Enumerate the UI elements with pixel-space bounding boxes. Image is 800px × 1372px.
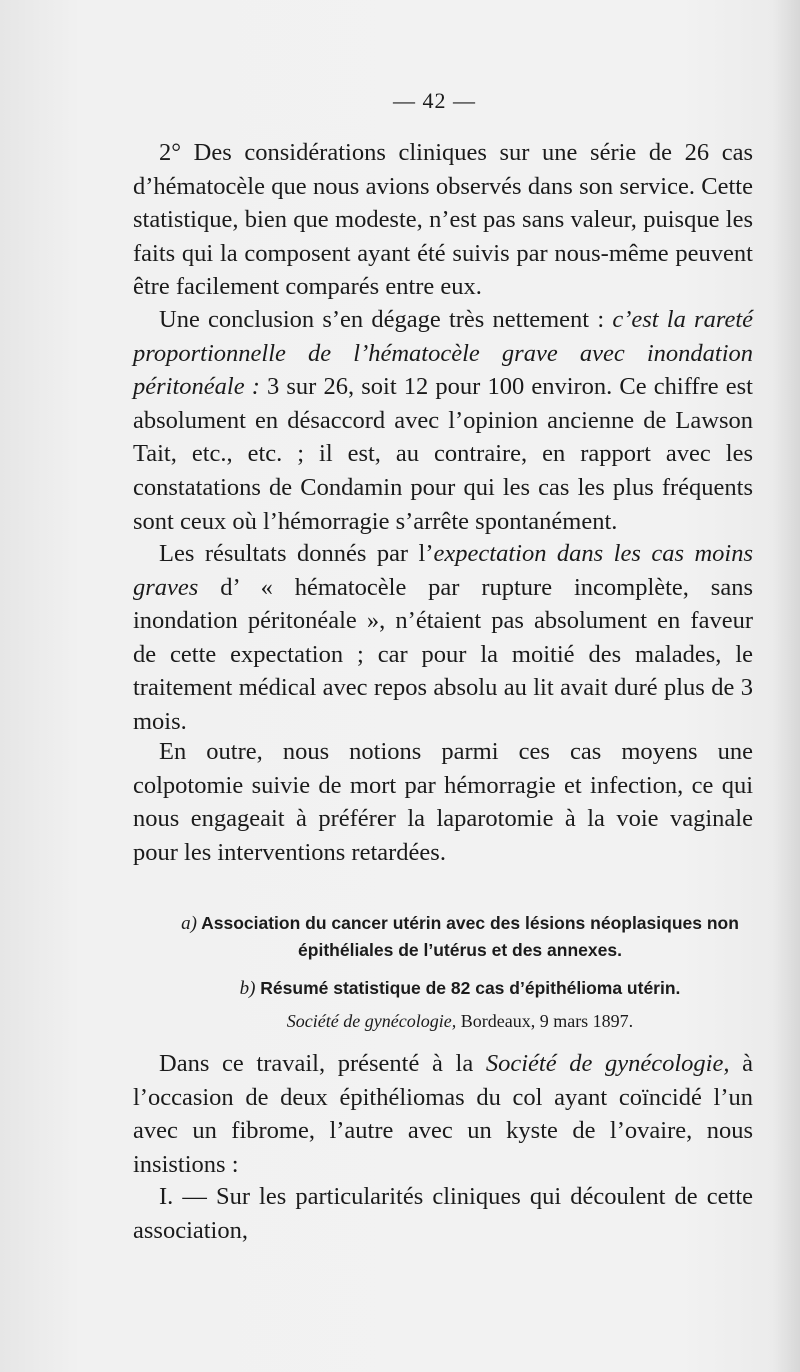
heading-letter: a) — [181, 913, 197, 934]
heading-text: Résumé statistique de 82 cas d’épithélioma utérin. — [260, 978, 681, 998]
paragraph-clinical-considerations — [133, 136, 753, 304]
paragraph-work-presented — [133, 1047, 753, 1181]
paragraph-text: Une conclusion s’en dégage très nettement : — [159, 306, 613, 333]
paragraph-text: Dans ce travail, présenté à la — [159, 1050, 486, 1077]
paragraph-conclusion — [133, 303, 753, 538]
reference-journal: Société de gynécologie, — [286, 1011, 457, 1031]
paragraph-text: Les résultats donnés par l’ — [159, 540, 434, 567]
emphasis-text: Société de gynécologie, — [485, 1050, 730, 1077]
paragraph-results — [133, 537, 753, 739]
paragraph-particularities — [133, 1180, 753, 1247]
paragraph-text: I. — Sur les particularités cliniques qui découlent de cette association, — [133, 1183, 753, 1244]
paragraph-text: d’ « hématocèle par rupture incomplète, sans inondation péritonéale », n’étaient pas absolument en faveur de cette expectation ; car pour la moitié des malades, le traitement médical avec repos absolu au lit avait duré plus de 3 mois. — [133, 573, 753, 735]
heading-letter: b) — [239, 978, 256, 999]
paragraph-colpotomy — [133, 735, 753, 869]
section-heading-b — [150, 975, 770, 1002]
heading-text: Association du cancer utérin avec des lésions néoplasiques non épithéliales de l’utérus et des annexes. — [201, 913, 739, 960]
emphasis-text: c’est la rareté proportionnelle de l’hématocèle grave avec inondation péritonéale : — [133, 306, 753, 401]
page-number: — 42 — — [393, 88, 476, 113]
paragraph-text: 3 sur 26, soit 12 pour 100 environ. Ce chiffre est absolument en désaccord avec l’opinion ancienne de Lawson Tait, etc., etc. ; il est, au contraire, en rapport avec les constatations de Condamin pour qui les cas les plus fréquents sont ceux où l’hémorragie s’arrête spontanément. — [133, 373, 753, 535]
publication-reference — [150, 1008, 770, 1034]
paragraph-text: 2° Des considérations cliniques sur une série de 26 cas d’hématocèle que nous avions observés dans son service. Cette statistique, bien que modeste, n’est pas sans valeur, puisque les faits qui la composent ayant été suivis par nous-même peuvent être facilement comparés entre eux. — [133, 139, 753, 301]
reference-details: Bordeaux, 9 mars 1897. — [456, 1011, 634, 1031]
section-heading-a — [155, 910, 765, 963]
emphasis-text: expectation dans les cas moins graves — [133, 540, 753, 601]
paragraph-text: à l’occasion de deux épithéliomas du col ayant coïncidé l’un avec un fibrome, l’autre avec un kyste de l’ovaire, nous insistions : — [133, 1050, 754, 1178]
page-edge-shadow — [772, 0, 800, 1372]
paragraph-text: En outre, nous notions parmi ces cas moyens une colpotomie suivie de mort par hémorragie et infection, ce qui nous engageait à préférer la laparotomie à la voie vaginale pour les interventions retardées. — [133, 738, 753, 866]
